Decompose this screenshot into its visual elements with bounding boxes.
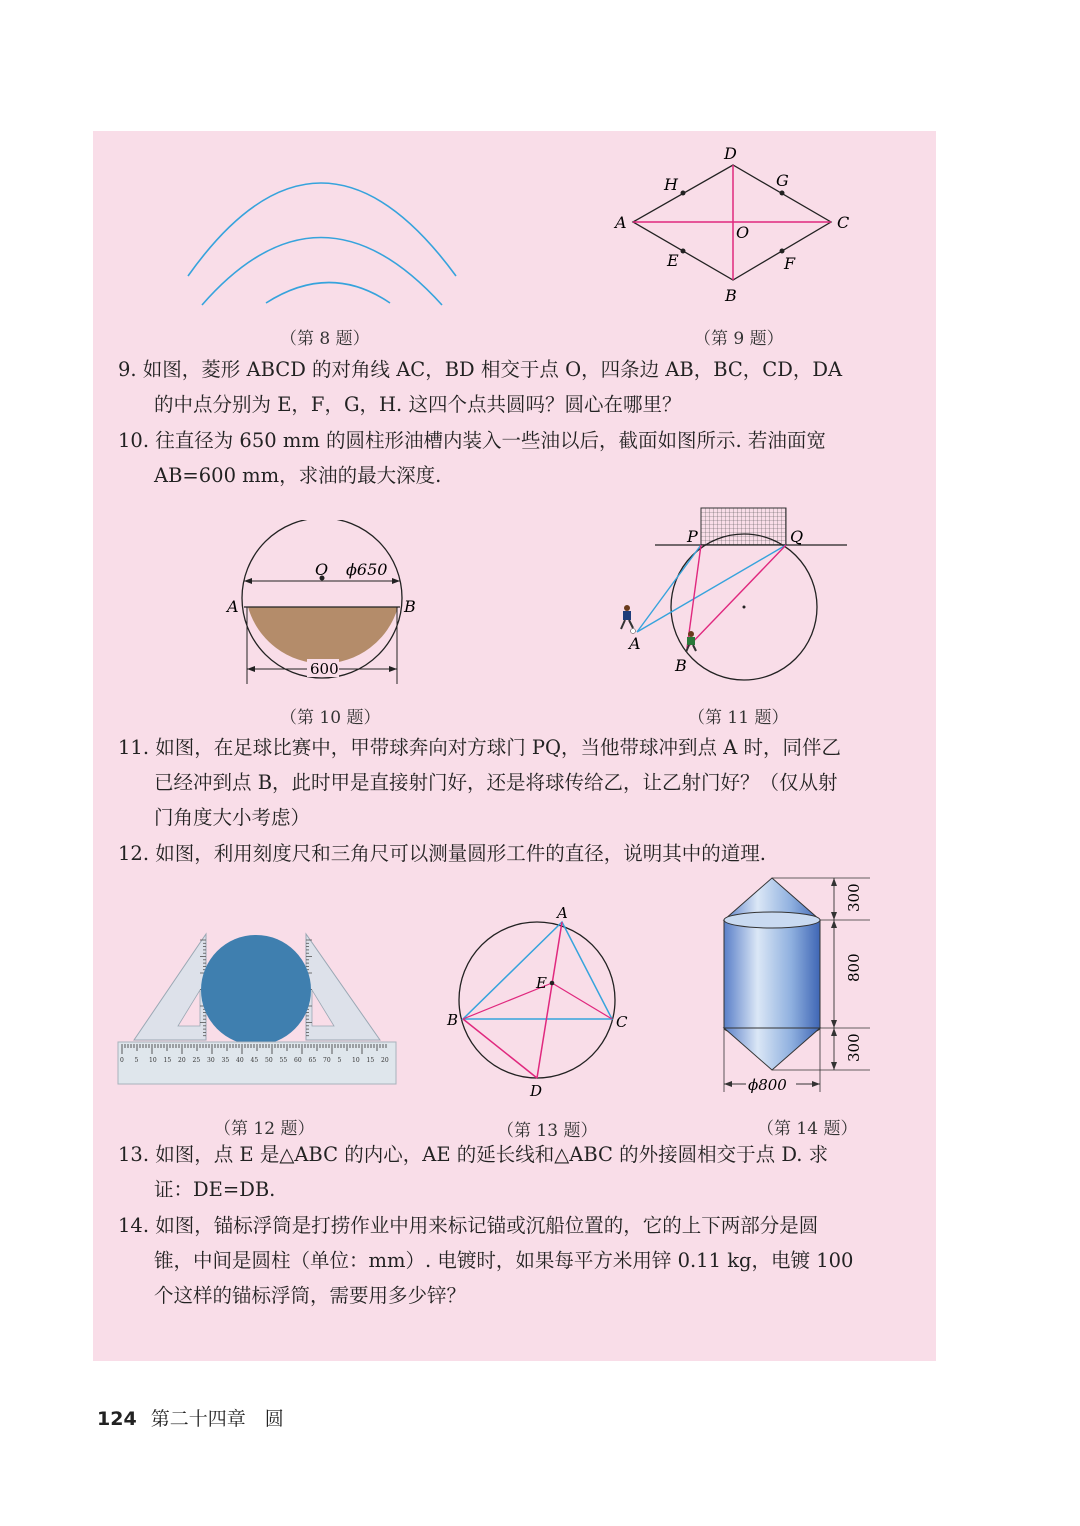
figure-10-caption: （第 10 题） [280, 708, 381, 728]
ruler-number: 65 [308, 1057, 317, 1064]
problem-14-line3: 个这样的锚标浮筒，需要用多少锌？ [154, 1284, 467, 1307]
label-b: B [404, 597, 416, 616]
ruler-number: 5 [134, 1057, 139, 1064]
label-diameter: ϕ800 [748, 1076, 787, 1094]
ruler-number: 35 [221, 1057, 230, 1064]
middle-arc [202, 238, 442, 306]
ruler-number: 25 [192, 1057, 201, 1064]
ruler-number: 40 [236, 1057, 244, 1064]
label-b: B [725, 286, 737, 305]
point-f [780, 249, 785, 254]
oil-segment [248, 607, 398, 664]
label-q: Q [790, 527, 804, 546]
label-width: 600 [310, 660, 339, 678]
ruler-number: 10 [352, 1057, 360, 1064]
ruler-number: 0 [120, 1057, 124, 1064]
label-top-height: 300 [845, 883, 863, 912]
problem-11-line2: 已经冲到点 B，此时甲是直接射门好，还是将球传给乙，让乙射门好？（仅从射 [154, 771, 838, 794]
player-b [686, 631, 696, 652]
ruler-number: 30 [207, 1057, 215, 1064]
label-b: B [447, 1011, 459, 1029]
triangle-abc [463, 922, 612, 1019]
point-g [780, 191, 785, 196]
ruler-number: 50 [265, 1057, 273, 1064]
label-b: B [675, 656, 687, 675]
ruler-number: 60 [294, 1057, 302, 1064]
figure-11-caption: （第 11 题） [688, 708, 789, 728]
ruler-number: 20 [178, 1057, 186, 1064]
label-c: C [837, 213, 850, 232]
label-o: O [315, 560, 329, 579]
incenter-e [550, 981, 555, 986]
ruler-number: 55 [279, 1057, 288, 1064]
problem-9-line1: 9. 如图，菱形 ABCD 的对角线 AC，BD 相交于点 O，四条边 AB，BC，CD，DA [118, 358, 843, 381]
point-h [681, 191, 686, 196]
label-c: C [616, 1013, 628, 1031]
label-mid-height: 800 [845, 953, 863, 982]
figure-11-soccer [605, 500, 855, 685]
problem-9 [118, 352, 918, 422]
problem-14-line2: 锥，中间是圆柱（单位：mm）. 电镀时，如果每平方米用锌 0.11 kg，电镀 100 [154, 1249, 854, 1272]
label-d: D [530, 1082, 543, 1100]
figure-12-caption: （第 12 题） [214, 1119, 315, 1139]
workpiece-disc [201, 935, 311, 1045]
label-a: A [557, 904, 568, 922]
figure-13-circumcircle [440, 900, 640, 1100]
ruler-number: 70 [323, 1057, 331, 1064]
label-g: G [776, 171, 789, 190]
page-number: 124 [97, 1408, 137, 1430]
label-f: F [784, 254, 796, 273]
label-o: O [736, 223, 750, 242]
point-e [681, 249, 686, 254]
label-a: A [615, 213, 627, 232]
figure-14-buoy [710, 870, 900, 1100]
problem-10-line2: AB=600 mm，求油的最大深度. [154, 464, 442, 487]
figure-8-caption: （第 8 题） [280, 329, 370, 349]
ruler-number: 15 [366, 1057, 375, 1064]
figure-13-caption: （第 13 题） [497, 1121, 598, 1141]
label-diameter: ϕ650 [346, 560, 388, 579]
label-p: P [687, 527, 698, 546]
ruler-number: 10 [149, 1057, 157, 1064]
label-e: E [536, 974, 547, 992]
figure-8-arcs [170, 160, 480, 320]
ruler-number: 20 [381, 1057, 389, 1064]
line-ad [537, 922, 562, 1078]
figure-9-rhombus [605, 140, 865, 310]
outer-arc [188, 183, 456, 276]
ruler-number: 5 [337, 1057, 342, 1064]
problem-14 [118, 1208, 918, 1313]
label-e: E [667, 251, 679, 270]
problem-13 [118, 1137, 918, 1207]
problem-10-line1: 10. 往直径为 650 mm 的圆柱形油槽内装入一些油以后，截面如图所示. 若油面宽 [118, 429, 826, 452]
player-a [621, 605, 636, 634]
cylinder-body [724, 920, 820, 1028]
ruler-number: 45 [250, 1057, 259, 1064]
label-h: H [664, 175, 678, 194]
problem-13-line1: 13. 如图，点 E 是△ABC 的内心，AE 的延长线和△ABC 的外接圆相交于点 D. 求 [118, 1143, 829, 1166]
problem-11-line1: 11. 如图，在足球比赛中，甲带球奔向对方球门 PQ，当他带球冲到点 A 时，同伴乙 [118, 736, 841, 759]
ruler-number: 15 [163, 1057, 172, 1064]
label-d: D [724, 144, 737, 163]
page-footer [97, 1404, 284, 1431]
figure-14-caption: （第 14 题） [757, 1119, 858, 1139]
problem-12 [118, 836, 918, 871]
label-a: A [227, 597, 239, 616]
label-bottom-height: 300 [845, 1033, 863, 1062]
chapter-title: 第二十四章 圆 [150, 1408, 284, 1430]
label-a: A [629, 634, 641, 653]
problem-13-line2: 证：DE=DB. [154, 1178, 276, 1201]
problem-9-line2: 的中点分别为 E，F，G，H. 这四个点共圆吗？圆心在哪里？ [154, 393, 682, 416]
figure-9-caption: （第 9 题） [694, 329, 784, 349]
problem-10 [118, 423, 918, 493]
inner-arc [266, 283, 390, 304]
problem-14-line1: 14. 如图，锚标浮筒是打捞作业中用来标记锚或沉船位置的，它的上下两部分是圆 [118, 1214, 819, 1237]
figure-12-ruler [116, 930, 398, 1088]
problem-11-line3: 门角度大小考虑） [154, 806, 311, 829]
problem-12-line1: 12. 如图，利用刻度尺和三角尺可以测量圆形工件的直径，说明其中的道理. [118, 842, 766, 865]
figure-10-oil-tank [222, 520, 422, 692]
problem-11 [118, 730, 918, 835]
lower-cone [724, 1028, 820, 1070]
